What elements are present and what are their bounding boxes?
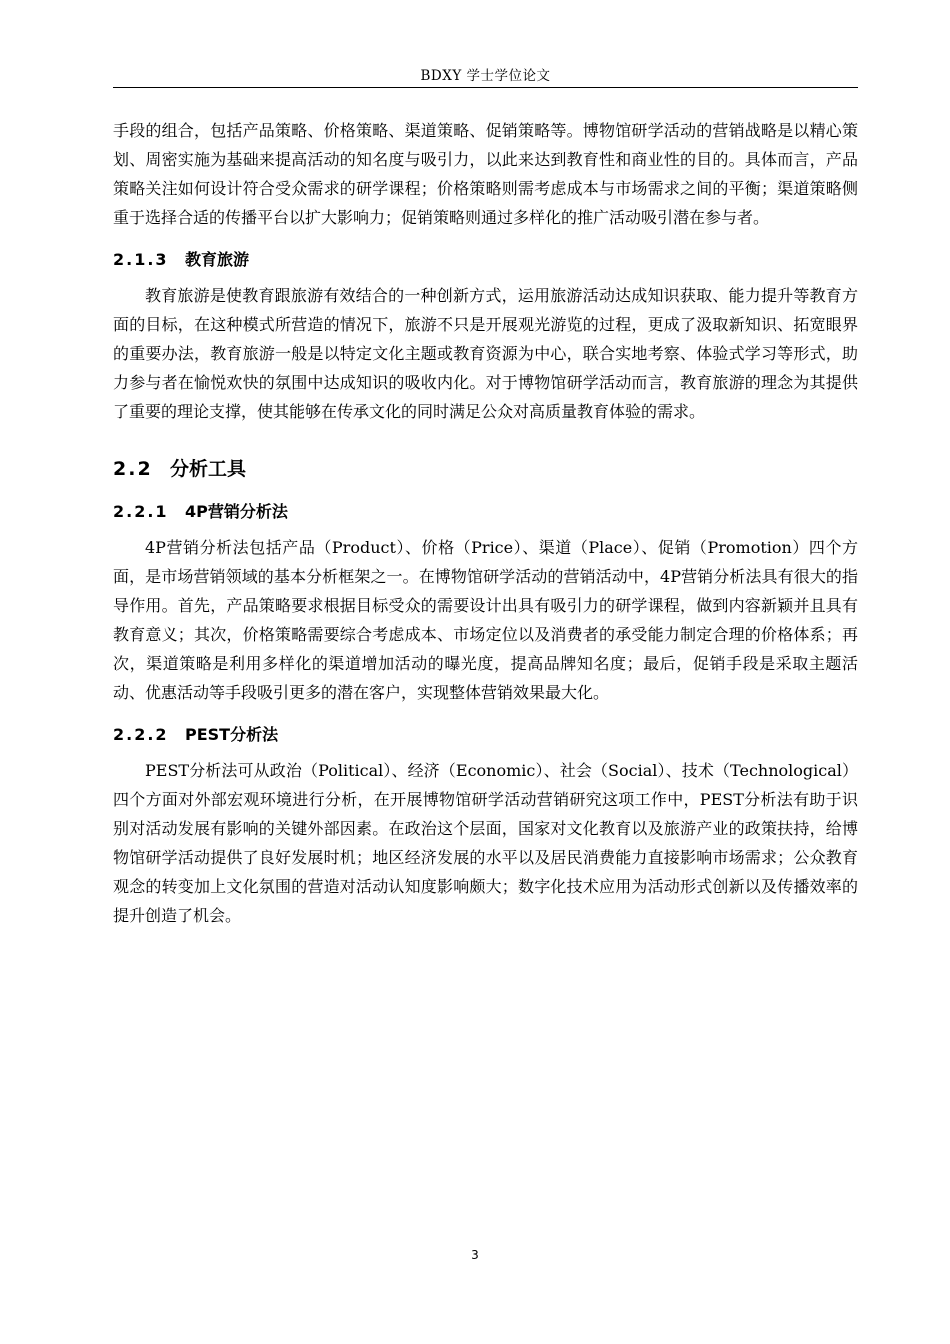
page-number: 3 [471, 1248, 479, 1262]
section-title: 分析工具 [170, 458, 247, 480]
body-paragraph: 手段的组合，包括产品策略、价格策略、渠道策略、促销策略等。博物馆研学活动的营销战略是以精心策划、周密实施为基础来提高活动的知名度与吸引力，以此来达到教育性和商业性的目的。具体而言，产品策略关注如何设计符合受众需求的研学课程；价格策略则需考虑成本与市场需求之间的平衡；渠道策略侧重于选择合适的传播平台以扩大影响力；促销策略则通过多样化的推广活动吸引潜在参与者。 [113, 121, 858, 227]
body-paragraph: PEST分析法可从政治（Political）、经济（Economic）、社会（Social）、技术（Technological）四个方面对外部宏观环境进行分析，在开展博物馆研学活动营销研究这项工作中，PEST分析法有助于识别对活动发展有影响的关键外部因素。在政治这个层面，国家对文化教育以及旅游产业的政策扶持，给博物馆研学活动提供了良好发展时机；地区经济发展的水平以及居民消费能力直接影响市场需求；公众教育观念的转变加上文化氛围的营造对活动认知度影响颇大；数字化技术应用为活动形式创新以及传播效率的提升创造了机会。 [113, 761, 858, 925]
body-paragraph: 教育旅游是使教育跟旅游有效结合的一种创新方式，运用旅游活动达成知识获取、能力提升等教育方面的目标，在这种模式所营造的情况下，旅游不只是开展观光游览的过程，更成了汲取新知识、拓宽眼界的重要办法，教育旅游一般是以特定文化主题或教育资源为中心，联合实地考察、体验式学习等形式，助力参与者在愉悦欢快的氛围中达成知识的吸收内化。对于博物馆研学活动而言，教育旅游的理念为其提供了重要的理论支撑，使其能够在传承文化的同时满足公众对高质量教育体验的需求。 [113, 286, 858, 421]
section-heading-2-1-3 [113, 245, 858, 274]
section-title: 4P营销分析法 [185, 502, 288, 521]
section-title: 教育旅游 [185, 250, 250, 269]
section-title: PEST分析法 [185, 725, 279, 744]
section-number: 2.2.2 [113, 725, 169, 744]
section-heading-2-2 [113, 455, 858, 484]
running-header: BDXY 学士学位论文 [420, 68, 551, 84]
section-number: 2.2.1 [113, 502, 169, 521]
section-number: 2.2 [113, 458, 153, 480]
header-rule [113, 87, 858, 88]
section-heading-2-2-2 [113, 720, 858, 749]
section-number: 2.1.3 [113, 250, 169, 269]
section-heading-2-2-1 [113, 497, 858, 526]
body-paragraph: 4P营销分析法包括产品（Product）、价格（Price）、渠道（Place）、促销（Promotion）四个方面，是市场营销领域的基本分析框架之一。在博物馆研学活动的营销活动中，4P营销分析法具有很大的指导作用。首先，产品策略要求根据目标受众的需要设计出具有吸引力的研学课程，做到内容新颖并且具有教育意义；其次，价格策略需要综合考虑成本、市场定位以及消费者的承受能力制定合理的价格体系；再次，渠道策略是利用多样化的渠道增加活动的曝光度，提高品牌知名度；最后，促销手段是采取主题活动、优惠活动等手段吸引更多的潜在客户，实现整体营销效果最大化。 [113, 538, 858, 702]
page-body [113, 116, 858, 930]
